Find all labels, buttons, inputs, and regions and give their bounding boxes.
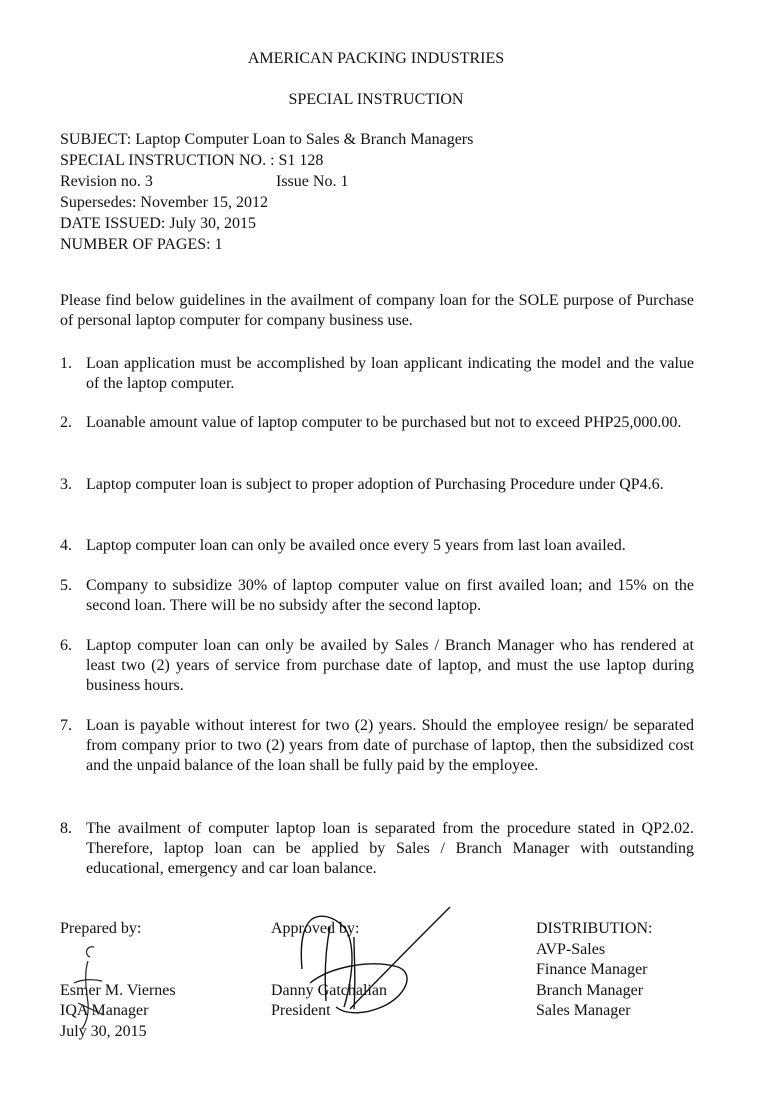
- date-issued-line: DATE ISSUED: July 30, 2015: [60, 215, 257, 232]
- guideline-number: 2.: [60, 414, 72, 431]
- approved-by-label: Approved by:: [271, 920, 360, 937]
- approver-title: President: [271, 1002, 331, 1019]
- distribution-item: Sales Manager: [536, 1002, 631, 1019]
- guideline-item: [60, 354, 694, 394]
- guideline-number: 5.: [60, 577, 72, 594]
- revision-number: Revision no. 3: [60, 173, 153, 190]
- company-name: AMERICAN PACKING INDUSTRIES: [247, 50, 505, 67]
- prepared-date: July 30, 2015: [60, 1023, 147, 1040]
- guideline-item: [60, 716, 694, 776]
- guideline-number: 6.: [60, 637, 72, 654]
- document-header: [60, 130, 660, 256]
- revision-row: [60, 172, 660, 193]
- guideline-number: 4.: [60, 537, 72, 554]
- guideline-text: Laptop computer loan is subject to proper adoption of Purchasing Procedure under QP4.6.: [86, 476, 664, 493]
- guideline-item: [60, 636, 694, 696]
- guideline-number: 8.: [60, 820, 72, 837]
- prepared-by-label: Prepared by:: [60, 920, 142, 937]
- intro-paragraph: Please find below guidelines in the availment of company loan for the SOLE purpose of Purchase of personal laptop computer for company business use.: [60, 292, 694, 329]
- guideline-item: [60, 536, 694, 556]
- number-of-pages-line: NUMBER OF PAGES: 1: [60, 236, 223, 253]
- document-type: SPECIAL INSTRUCTION: [288, 91, 464, 108]
- guideline-number: 3.: [60, 476, 72, 493]
- distribution-item: Branch Manager: [536, 981, 644, 999]
- guideline-item: [60, 413, 694, 433]
- distribution-label: DISTRIBUTION:: [536, 920, 653, 937]
- distribution-item: Finance Manager: [536, 961, 648, 978]
- supersedes-line: Supersedes: November 15, 2012: [60, 194, 268, 211]
- distribution-item: AVP-Sales: [536, 940, 606, 958]
- distribution-list: [536, 919, 652, 1022]
- approver-name: Danny Gatchalian: [271, 982, 387, 999]
- guideline-item: [60, 576, 694, 616]
- guideline-number: 1.: [60, 355, 72, 372]
- guideline-item: [60, 475, 694, 495]
- subject-line: SUBJECT: Laptop Computer Loan to Sales & Branch Managers: [60, 131, 474, 148]
- guideline-text: Company to subsidize 30% of laptop computer value on first availed loan; and 15% on the second loan. There will be no subsidy after the second laptop.: [86, 577, 694, 614]
- guideline-text: Loan application must be accomplished by loan applicant indicating the model and the value of the laptop computer.: [86, 355, 694, 392]
- guideline-text: Loanable amount value of laptop computer to be purchased but not to exceed PHP25,000.00.: [86, 414, 682, 431]
- issue-number: Issue No. 1: [276, 173, 349, 190]
- instruction-number: SPECIAL INSTRUCTION NO. : S1 128: [60, 152, 324, 169]
- guideline-item: [60, 819, 694, 879]
- guideline-text: The availment of computer laptop loan is separated from the procedure stated in QP2.02. Therefore, laptop loan can be applied by Sales / Branch Manager with outstanding educational, emergency and car loan balance.: [86, 820, 694, 877]
- guideline-text: Laptop computer loan can only be availed once every 5 years from last loan availed.: [86, 537, 626, 554]
- signature-block: [0, 919, 777, 1069]
- guideline-text: Loan is payable without interest for two (2) years. Should the employee resign/ be separated from company prior to two (2) years from date of purchase of laptop, then the subsidized cost and the unpaid balance of the loan shall be fully paid by the employee.: [86, 717, 694, 774]
- guideline-number: 7.: [60, 717, 72, 734]
- preparer-title: IQA Manager: [60, 1002, 149, 1019]
- preparer-name: Esmer M. Viernes: [60, 982, 176, 999]
- guideline-text: Laptop computer loan can only be availed by Sales / Branch Manager who has rendered at least two (2) years of service from purchase date of laptop, and must the use laptop during business hours.: [86, 637, 694, 694]
